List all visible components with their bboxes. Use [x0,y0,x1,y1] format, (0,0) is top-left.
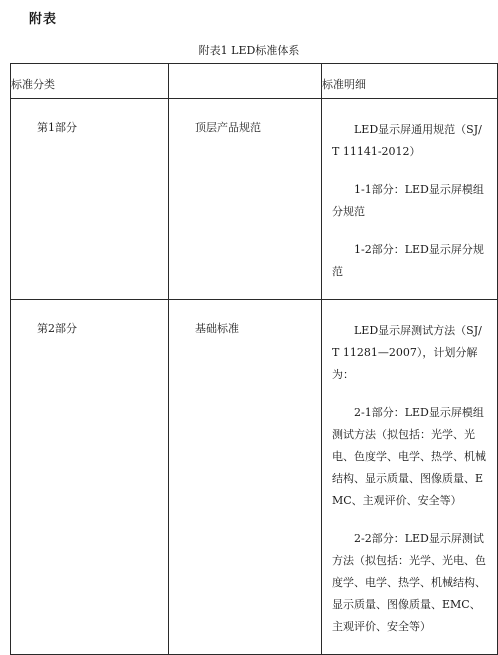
table-header-row [11,64,498,99]
standards-table [10,63,498,655]
category-cell: 基础标准 [169,300,322,655]
detail-paragraph: LED显示屏测试方法（SJ/T 11281—2007），计划分解为： [332,324,482,381]
header-category: 标准分类 [11,64,169,99]
detail-paragraph: 1-1部分：LED显示屏模组分规范 [332,183,484,218]
category-cell: 顶层产品规范 [169,99,322,300]
detail-cell [322,300,498,655]
detail-paragraph: LED显示屏通用规范（SJ/T 11141-2012） [332,123,482,158]
table-row [11,300,498,655]
table-row [11,99,498,300]
part-cell: 第2部分 [11,300,169,655]
detail-paragraph: 2-1部分：LED显示屏模组测试方法（拟包括：光学、光电、色度学、电学、热学、机械结构、显示质量、图像质量、EMC、主观评价、安全等） [332,406,486,507]
header-empty [169,64,322,99]
detail-cell [322,99,498,300]
section-heading: 附表 [29,12,58,27]
detail-paragraph: 1-2部分：LED显示屏分规范 [332,243,484,278]
part-cell: 第1部分 [11,99,169,300]
header-detail: 标准明细 [322,64,498,99]
table-caption: 附表1 LED标准体系 [198,44,300,57]
detail-paragraph: 2-2部分：LED显示屏测试方法（拟包括：光学、光电、色度学、电学、热学、机械结构、显示质量、图像质量、EMC、主观评价、安全等） [332,532,486,633]
